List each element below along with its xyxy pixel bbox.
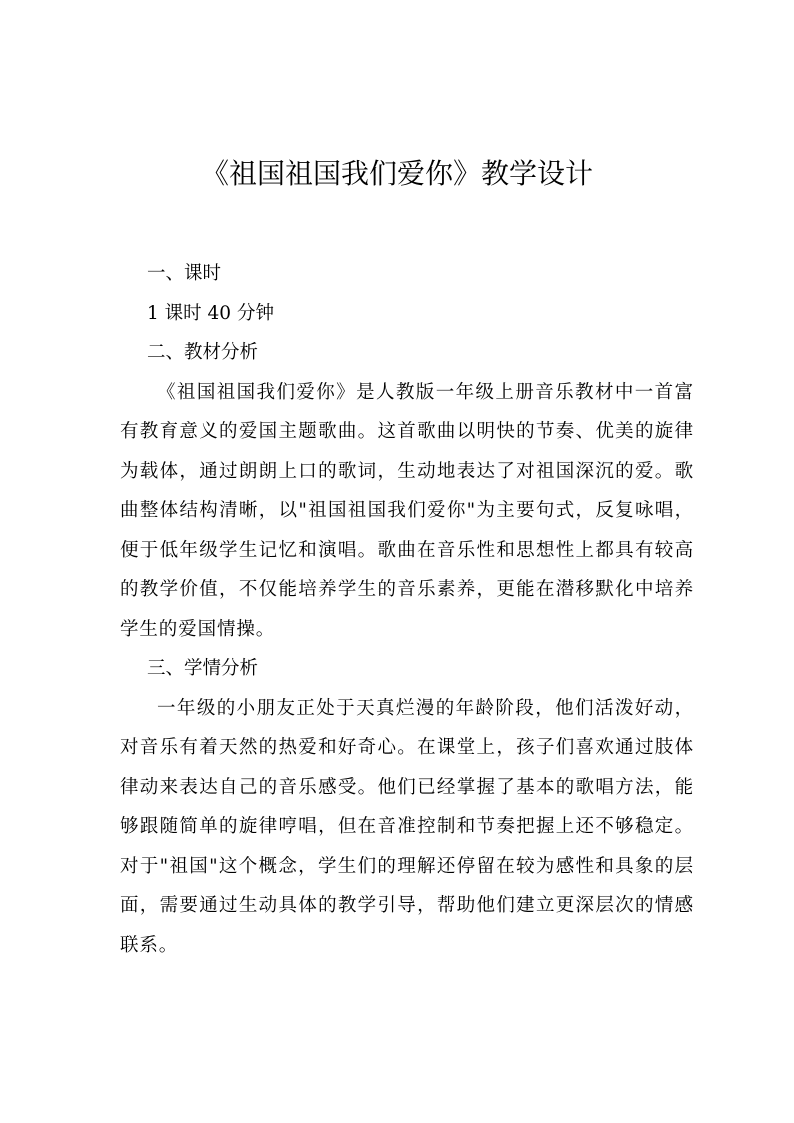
document-title: 《祖国祖国我们爱你》教学设计	[200, 157, 593, 190]
student-analysis-paragraph: 一年级的小朋友正处于天真烂漫的年龄阶段，他们活泼好动，对音乐有着天然的热爱和好奇心。在课堂上，孩子们喜欢通过肢体律动来表达自己的音乐感受。他们已经掌握了基本的歌唱方法，能够跟随简单的旋律哼唱，但在音准控制和节奏把握上还不够稳定。对于"祖国"这个概念，学生们的理解还停留在较为感性和具象的层面，需要通过生动具体的教学引导，帮助他们建立更深层次的情感联系。	[120, 697, 694, 956]
class-hours-text: 1 课时 40 分钟	[147, 302, 274, 324]
document-body	[120, 254, 694, 965]
section-heading-material-analysis: 二、教材分析	[147, 342, 259, 363]
section-heading-class-hours: 一、课时	[147, 263, 222, 284]
material-analysis-paragraph: 《祖国祖国我们爱你》是人教版一年级上册音乐教材中一首富有教育意义的爱国主题歌曲。这首歌曲以明快的节奏、优美的旋律为载体，通过朗朗上口的歌词，生动地表达了对祖国深沉的爱。歌曲整体结构清晰，以"祖国祖国我们爱你"为主要句式，反复咏唱，便于低年级学生记忆和演唱。歌曲在音乐性和思想性上都具有较高的教学价值，不仅能培养学生的音乐素养，更能在潜移默化中培养学生的爱国情操。	[120, 381, 694, 640]
section-heading-student-analysis: 三、学情分析	[147, 658, 259, 679]
